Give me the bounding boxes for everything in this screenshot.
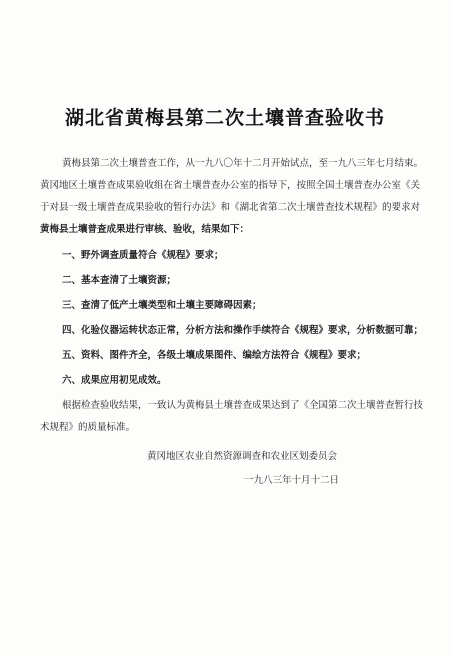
intro-line: 黄冈地区土壤普查成果验收组在省土壤普查办公室的指导下，按照全国土壤普查办公室《关 <box>40 180 421 191</box>
result-item: 二、基本查清了土壤资源； <box>62 275 177 286</box>
conclusion-line: 术规程》的质量标准。 <box>40 422 136 433</box>
intro-line: 黄梅县第二次土壤普查工作，从一九八〇年十二月开始试点，至一九八三年七月结束。 <box>62 158 424 169</box>
document-title: 湖北省黄梅县第二次土壤普查验收书 <box>64 107 385 129</box>
intro-line: 于对县一级土壤普查成果验收的暂行办法》和《湖北省第二次土壤普查技术规程》的要求对 <box>40 202 421 213</box>
result-item: 一、野外调查质量符合《规程》要求； <box>62 250 224 261</box>
result-item: 五、资料、图件齐全，各级土壤成果图件、编绘方法符合《规程》要求； <box>62 350 367 361</box>
intro-line: 黄梅县土壤普查成果进行审核、验收，结果如下： <box>40 224 250 235</box>
result-item: 六、成果应用初见成效。 <box>62 375 167 386</box>
document-date: 一九八三年十月十二日 <box>244 475 340 486</box>
result-item: 三、查清了低产土壤类型和土壤主要障碍因素； <box>62 300 262 311</box>
result-item: 四、化验仪器运转状态正常，分析方法和操作手续符合《规程》要求，分析数据可靠； <box>62 325 424 336</box>
signatory: 黄冈地区农业自然资源调查和农业区划委员会 <box>147 451 338 462</box>
conclusion-line: 根据检查验收结果，一致认为黄梅县土壤普查成果达到了《全国第二次土壤普查暂行技 <box>62 400 424 411</box>
